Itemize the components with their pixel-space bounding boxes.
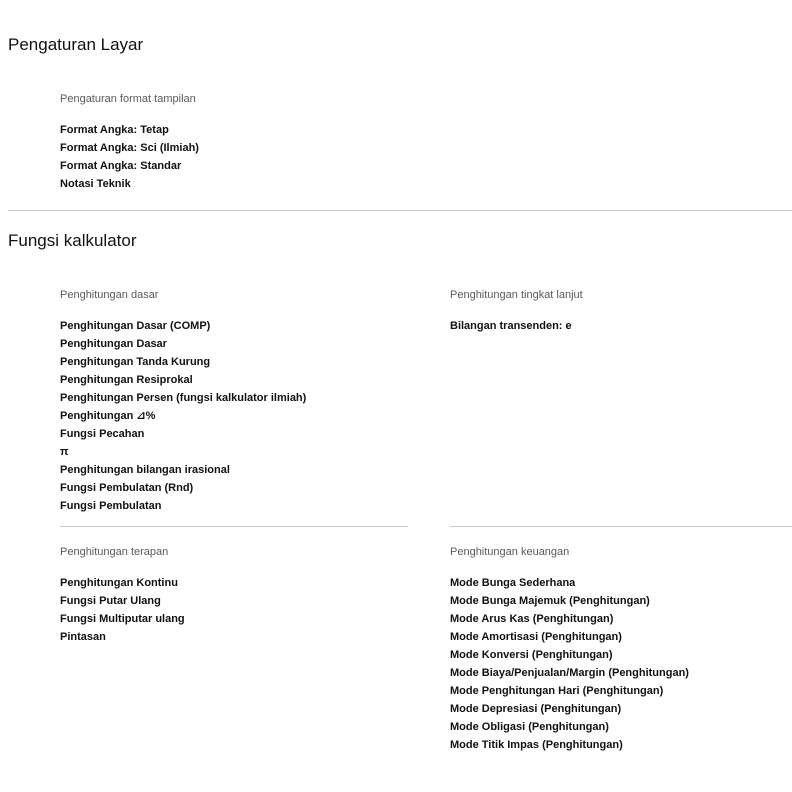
feature-link-bond[interactable]: Mode Obligasi (Penghitungan) [450,721,609,733]
list-item [450,317,583,335]
feature-link-compound-interest[interactable]: Mode Bunga Majemuk (Penghitungan) [450,595,650,607]
feature-link-percent[interactable]: Penghitungan Persen (fungsi kalkulator ilmiah) [60,392,307,404]
feature-link-simple-interest[interactable]: Mode Bunga Sederhana [450,577,576,589]
group-title-display-format: Pengaturan format tampilan [60,93,196,105]
section-title-display-settings: Pengaturan Layar [8,35,144,54]
list-item [60,461,306,479]
list-item [450,736,689,754]
feature-link-cost-sell-margin[interactable]: Mode Biaya/Penjualan/Margin (Penghitungan) [450,667,689,679]
feature-link-cash-flow[interactable]: Mode Arus Kas (Penghitungan) [450,613,614,625]
list-item [450,718,689,736]
feature-link-basic[interactable]: Penghitungan Dasar [60,338,167,350]
feature-link-shortcut[interactable]: Pintasan [60,631,106,643]
group-advanced-calculation [450,288,583,335]
group-divider-right [450,526,792,527]
list-item [60,574,185,592]
link-list-display-format [60,121,199,193]
group-title-financial: Penghitungan keuangan [450,546,570,558]
list-item [60,592,185,610]
feature-link-reciprocal[interactable]: Penghitungan Resiprokal [60,374,193,386]
list-item [60,317,306,335]
section-title-calculator-functions: Fungsi kalkulator [8,231,137,250]
feature-link-depreciation[interactable]: Mode Depresiasi (Penghitungan) [450,703,622,715]
list-item [450,682,689,700]
link-list-advanced [450,317,583,335]
link-list-applied [60,574,185,646]
list-item [450,592,689,610]
feature-link-fraction[interactable]: Fungsi Pecahan [60,428,145,440]
feature-link-rounding[interactable]: Fungsi Pembulatan [60,500,162,512]
feature-link-parentheses[interactable]: Penghitungan Tanda Kurung [60,356,211,368]
list-item [60,479,306,497]
feature-link-conversion[interactable]: Mode Konversi (Penghitungan) [450,649,613,661]
list-item [60,157,199,175]
list-item [450,664,689,682]
feature-link-engineering[interactable]: Notasi Teknik [60,178,131,190]
group-title-basic: Penghitungan dasar [60,289,159,301]
list-item [60,497,306,515]
list-item [60,175,199,193]
feature-link-amortization[interactable]: Mode Amortisasi (Penghitungan) [450,631,622,643]
list-item [450,646,689,664]
list-item [60,371,306,389]
feature-link-day-count[interactable]: Mode Penghitungan Hari (Penghitungan) [450,685,664,697]
list-item [450,700,689,718]
group-title-advanced: Penghitungan tingkat lanjut [450,289,583,301]
list-item [60,353,306,371]
feature-link-pi[interactable]: π [60,446,69,458]
feature-link-transcendental-e[interactable]: Bilangan transenden: e [450,320,572,332]
list-item [450,628,689,646]
list-item [60,121,199,139]
link-list-financial [450,574,689,754]
feature-link-norm[interactable]: Format Angka: Standar [60,160,182,172]
feature-link-break-even[interactable]: Mode Titik Impas (Penghitungan) [450,739,623,751]
group-basic-calculation [60,288,306,515]
list-item [60,407,306,425]
list-item [60,139,199,157]
feature-link-fix[interactable]: Format Angka: Tetap [60,124,169,136]
group-title-applied: Penghitungan terapan [60,546,169,558]
list-item [60,610,185,628]
list-item [60,443,306,461]
feature-link-replay[interactable]: Fungsi Putar Ulang [60,595,161,607]
feature-link-continuous[interactable]: Penghitungan Kontinu [60,577,178,589]
feature-link-sci[interactable]: Format Angka: Sci (Ilmiah) [60,142,199,154]
group-financial-calculation [450,545,689,754]
feature-link-comp[interactable]: Penghitungan Dasar (COMP) [60,320,211,332]
list-item [60,389,306,407]
feature-link-irrational[interactable]: Penghitungan bilangan irasional [60,464,230,476]
group-applied-calculation [60,545,185,646]
list-item [450,610,689,628]
list-item [60,628,185,646]
feature-link-rnd[interactable]: Fungsi Pembulatan (Rnd) [60,482,194,494]
list-item [60,425,306,443]
list-item [60,335,306,353]
group-divider-left [60,526,408,527]
list-item [450,574,689,592]
feature-link-multi-replay[interactable]: Fungsi Multiputar ulang [60,613,185,625]
link-list-basic [60,317,306,515]
feature-link-delta-percent[interactable]: Penghitungan ⊿% [60,410,156,422]
group-display-format [60,92,199,193]
section-divider [8,210,792,211]
